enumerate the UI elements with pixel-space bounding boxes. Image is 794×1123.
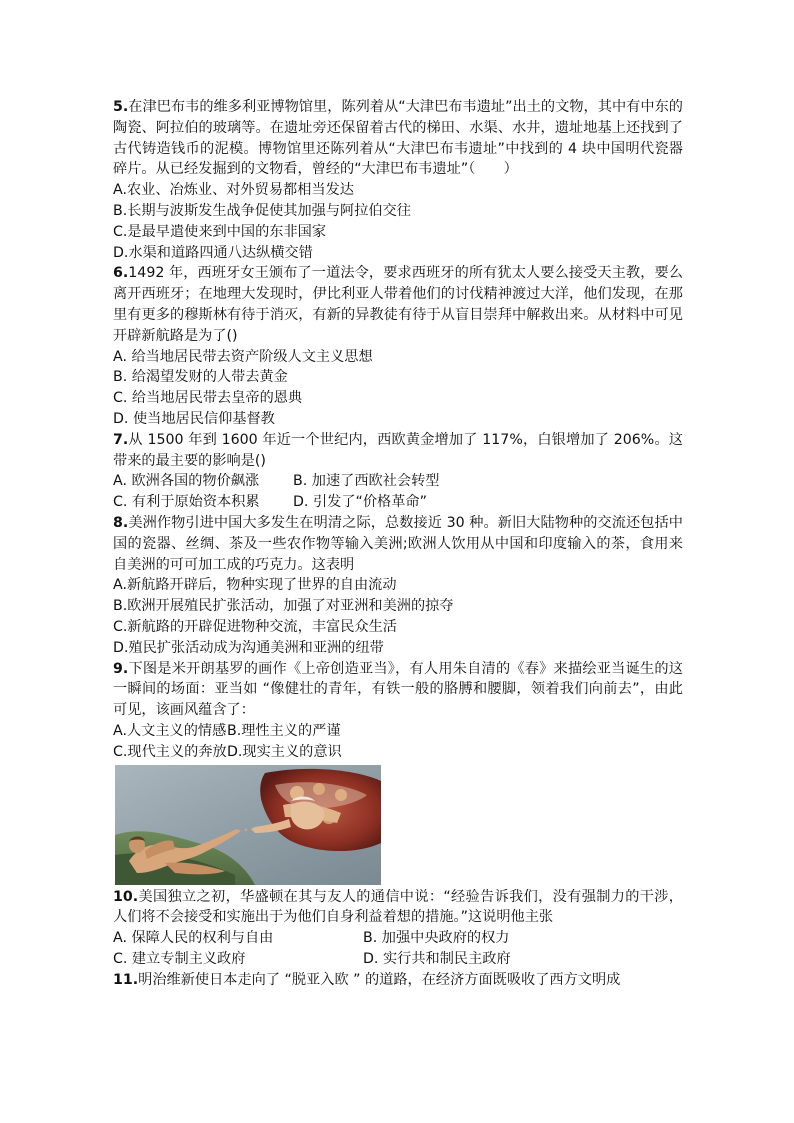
option-a: A. 欧洲各国的物价飙涨 [113, 473, 260, 490]
question-text: 美国独立之初，华盛顿在其与友人的通信中说：“经验告诉我们，没有强制力的干涉，人们将不会接受和实施出于为他们自身利益着想的措施。”这说明他主张 [113, 888, 683, 926]
option-a: A.新航路开辟后，物种实现了世界的自由流动 [113, 577, 397, 594]
question-number: 6. [113, 265, 129, 282]
question-number: 7. [113, 431, 129, 448]
question-text: 1492 年，西班牙女王颁布了一道法令，要求西班牙的所有犹太人要么接受天主教，要么离开西班牙；在地理大发现时，伊比利亚人带着他们的讨伐精神渡过大洋，他们发现，在那里有更多的穆斯林有待于消灭，有新的异教徒有待于从盲目崇拜中解救出来。从材料中可见开辟新航路是为了() [113, 265, 683, 344]
question-number: 5. [113, 99, 129, 115]
option-c: C.新航路的开辟促进物种交流，丰富民众生活 [113, 618, 397, 635]
question-text: 下图是米开朗基罗的画作《上帝创造亚当》，有人用朱自清的《春》来描绘亚当诞生的这一瞬间的场面：亚当如 “像健壮的青年，有铁一般的胳膊和腰脚，领着我们向前去”，由此可见，该画风蕴含了： [113, 660, 683, 719]
option-row [113, 928, 683, 949]
option-b: B.理性主义的严谨 [227, 722, 341, 739]
question-6 [113, 263, 683, 429]
option-a: A.人文主义的情感 [113, 722, 227, 739]
option-a: A. 保障人民的权利与自由 [113, 930, 274, 947]
option-c: C.现代主义的奔放 [113, 743, 227, 760]
option-row [113, 742, 683, 763]
option-row [113, 471, 683, 492]
option-row [113, 949, 683, 970]
question-7 [113, 430, 683, 513]
question-stem [113, 97, 683, 180]
creation-of-adam-painting-icon [115, 765, 381, 885]
option-b: B. 加强中央政府的权力 [363, 930, 510, 947]
question-text: 在津巴布韦的维多利亚博物馆里，陈列着从“大津巴布韦遗址”出土的文物，其中有中东的陶瓷、阿拉伯的玻璃等。在遗址旁还保留着古代的梯田、水渠、水井，遗址地基上还找到了古代铸造钱币的泥模。博物馆里还陈列着从“大津巴布韦遗址”中找到的 4 块中国明代瓷器碎片。从已经发掘到的文物看，曾经的“大津巴布韦遗址”（ ） [113, 99, 683, 178]
option-row [113, 492, 683, 513]
option-d: D. 使当地居民信仰基督教 [113, 410, 275, 427]
question-text: 从 1500 年到 1600 年近一个世纪内，西欧黄金增加了 117%，白银增加了 206%。这带来的最主要的影响是() [113, 431, 683, 469]
question-9 [113, 659, 683, 885]
question-stem [113, 887, 683, 929]
option-b: B.欧洲开展殖民扩张活动，加强了对亚洲和美洲的掠夺 [113, 598, 454, 615]
option-c: C.是最早遣使来到中国的东非国家 [113, 223, 327, 240]
question-number: 10. [113, 888, 139, 905]
question-text: 美洲作物引进中国大多发生在明清之际，总数接近 30 种。新旧大陆物种的交流还包括中国的瓷器、丝绸、茶及一些农作物等输入美洲;欧洲人饮用从中国和印度输入的茶，食用来自美洲的可可加工成的巧克力。这表明 [113, 514, 683, 573]
question-stem [113, 659, 683, 721]
option-b: B. 给渴望发财的人带去黄金 [113, 369, 288, 386]
option-d: D.现实主义的意识 [227, 743, 342, 760]
option-d: D. 引发了“价格革命” [293, 494, 427, 511]
option-d: D. 实行共和制民主政府 [363, 950, 511, 967]
question-stem [113, 430, 683, 472]
option-c: C. 有利于原始资本积累 [113, 494, 260, 511]
option-c: C. 建立专制主义政府 [113, 950, 246, 967]
option-d: D.水渠和道路四通八达纵横交错 [113, 244, 313, 261]
question-text: 明治维新使日本走向了 “脱亚入欧 ” 的道路，在经济方面既吸收了西方文明成 [138, 971, 621, 988]
option-b: B.长期与波斯发生战争促使其加强与阿拉伯交往 [113, 202, 411, 219]
question-8 [113, 513, 683, 659]
question-5 [113, 97, 683, 263]
option-row [113, 721, 683, 742]
option-c: C. 给当地居民带去皇帝的恩典 [113, 390, 303, 407]
question-number: 9. [113, 660, 129, 677]
exam-page [113, 97, 683, 990]
question-10 [113, 887, 683, 970]
question-stem [113, 263, 683, 346]
option-a: A. 给当地居民带去资产阶级人文主义思想 [113, 348, 373, 365]
option-d: D.殖民扩张活动成为沟通美洲和亚洲的纽带 [113, 639, 384, 656]
question-stem [113, 513, 683, 575]
question-number: 8. [113, 514, 129, 531]
question-number: 11. [113, 971, 139, 988]
option-a: A.农业、冶炼业、对外贸易都相当发达 [113, 182, 354, 199]
question-11 [113, 970, 683, 991]
option-b: B. 加速了西欧社会转型 [293, 473, 440, 490]
question-stem [113, 970, 683, 991]
